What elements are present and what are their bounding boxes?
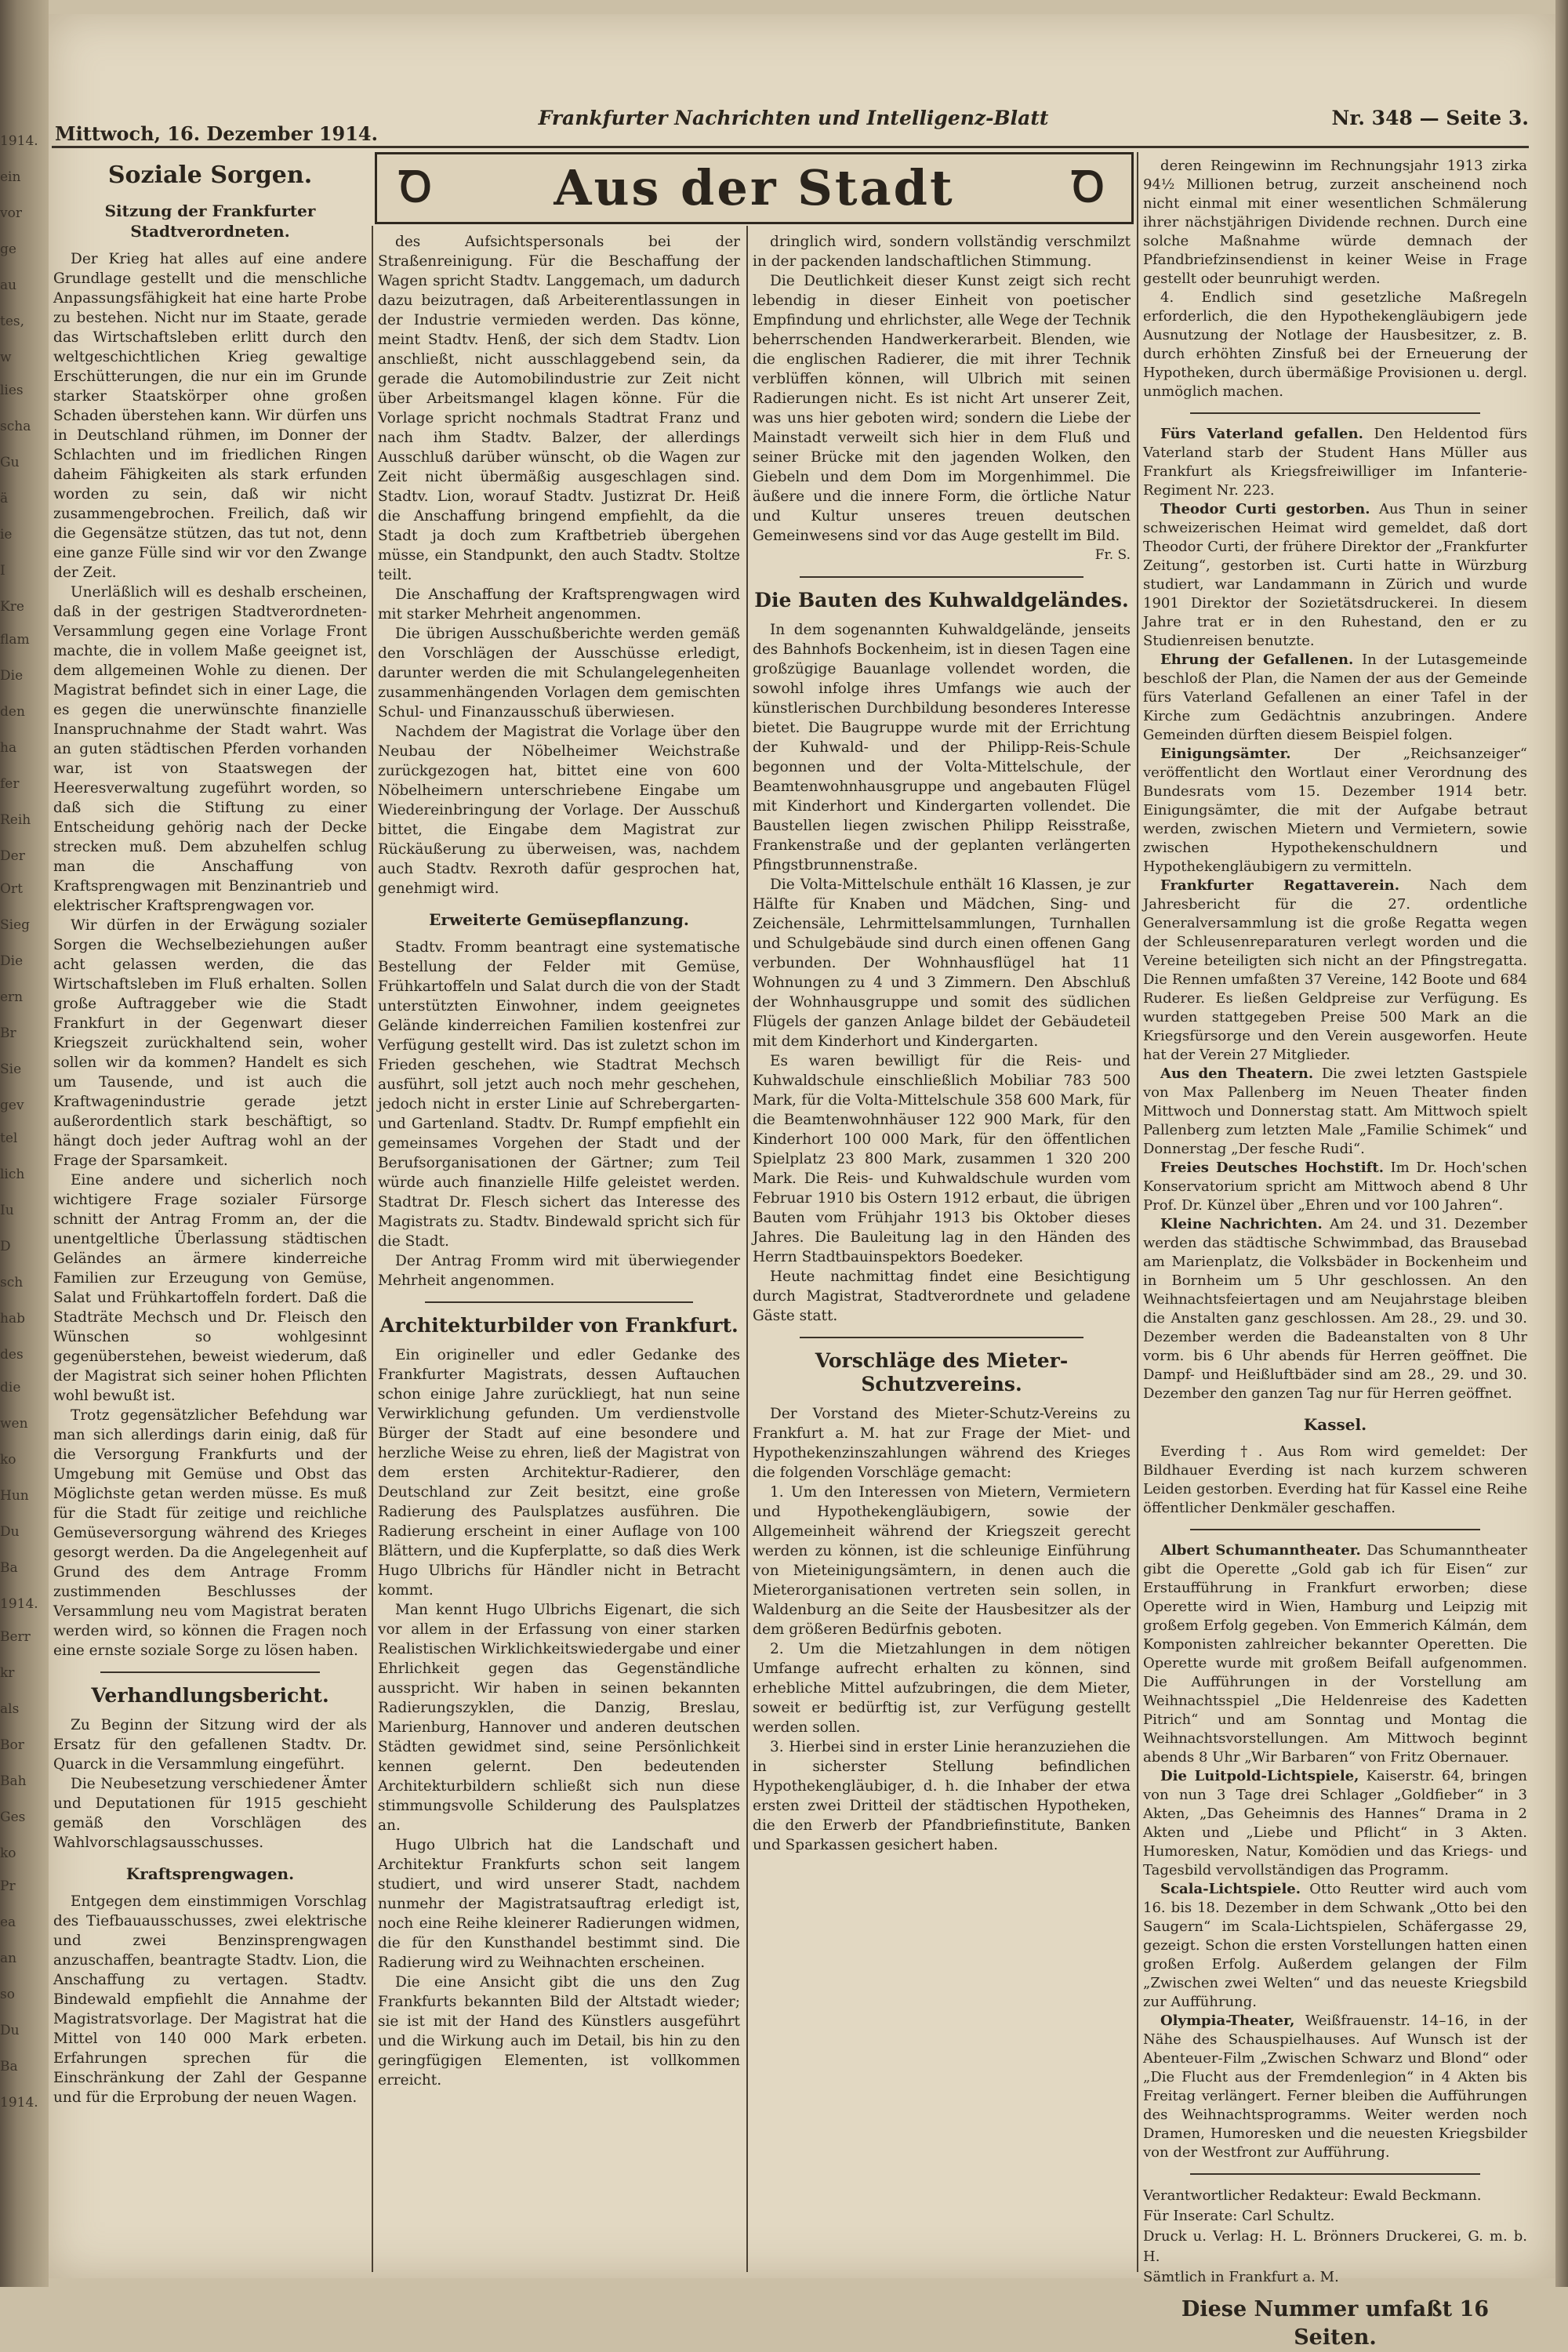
prev-page-fragment: Der: [0, 848, 25, 864]
prev-page-fragment: ä: [0, 491, 9, 506]
ad-text: Das Schumanntheater gibt die Operette „Gold gab ich für Eisen“ zur Erstaufführung in Frankfurt erworben; diese Operette wird in Wien, Hamburg und Leipzig mit großem Erfolg gegeben. Von Emmerich Kálmán, dem Komponisten zahlreicher bekannter Operetten. Die Operette wurde mit großem Beifall aufgenommen. Die Aufführungen in der Vorstellung am Weihnachtsspiel „Die Heldenreise des Kadetten Pitrich“ und am Sonntag und Montag die Weihnachtsvorstellungen. Am Mittwoch beginnt abends 8 Uhr „Wir Barbaren“ von Fritz Obernauer.: [1143, 1542, 1527, 1766]
ornament-right-icon: Ꝺ: [1072, 162, 1105, 212]
paragraph: Unerläßlich will es deshalb erscheinen, daß in der gestrigen Stadtverordneten-Versammlung gegen eine Vorlage Front machte, die in vollem Maße geeignet ist, dem allgemeinen Wohle zu dienen. Der Magistrat befindet sich in einer Lage, die es gegen die unerwünschte finanzielle Inanspruchnahme der Stadt wahrt. Was an guten städtischen Pferden vorhanden war, ist von Staatswegen der Heeresverwaltung zugeführt worden, so daß sich die Stiftung zu einer Entscheidung gehörig nach der Decke strecken muß. Dem abzuhelfen schlug man die Anschaffung von Kraftsprengwagen mit Benzinantrieb und elektrischer Kraftsprengwagen vor.: [53, 584, 367, 914]
section-title: Aus der Stadt: [554, 159, 955, 216]
previous-page-fragments: [0, 118, 45, 2156]
news-text: Am 24. und 31. Dezember werden das städtische Schwimmbad, das Brausebad am Marienplatz, die Volksbäder in Bockenheim und in Bornheim um 5 Uhr geschlossen. An den Weihnachtsfeiertagen und am Neujahrstage bleiben die Anstalten ganz geschlossen. Am 28., 29. und 30. Dezember werden die Badeanstalten von 8 Uhr vorm. bis 6 Uhr abends für Herren geöffnet. Die Dampf- und Heißluftbäder sind am 28., 29. und 30. Dezember den ganzen Tag nur für Herren geöffnet.: [1143, 1216, 1527, 1402]
news-heading: Frankfurter Regattaverein.: [1160, 877, 1400, 894]
ad-heading: Albert Schumanntheater.: [1160, 1542, 1361, 1559]
divider: [800, 576, 1083, 578]
column-2: [378, 232, 740, 2270]
prev-page-fragment: als: [0, 1701, 20, 1717]
prev-page-fragment: scha: [0, 419, 31, 434]
page-number: Nr. 348 — Seite 3.: [1331, 107, 1529, 129]
paragraph: Nachdem der Magistrat die Vorlage über den Neubau der Nöbelheimer Weichstraße zurückgezogen hat, bittet eine von 600 Nöbelheimern unterschriebene Eingabe um Wiedereinbringung der Vorlage. Der Ausschuß bittet, die Eingabe dem Magistrat zur Rückäußerung zu überweisen, was, nachdem auch Stadtv. Rexroth dafür gesprochen hat, genehmigt wird.: [378, 724, 740, 897]
imprint-line: Verantwortlicher Redakteur: Ewald Beckmann.: [1143, 2187, 1482, 2204]
prev-page-fragment: wen: [0, 1416, 28, 1432]
paragraph: Eine andere und sicherlich noch wichtigere Frage sozialer Fürsorge schnitt der Antrag Fromm an, der die unentgeltliche Überlassung städtischen Geländes an ärmere kinderreiche Familien zur Erzeugung von Gemüse, Salat und Frühkartoffeln fordert. Daß die Stadträte Mechsch und Dr. Fleisch den Wünschen so wohlgesinnt gegenüberstehen, beweist wiederum, daß der Magistrat sich seiner hohen Pflichten wohl bewußt ist.: [53, 1172, 367, 1404]
ad-heading: Die Luitpold-Lichtspiele,: [1160, 1768, 1359, 1784]
ad-text: Weißfrauenstr. 14–16, in der Nähe des Schauspielhauses. Auf Wunsch ist der Abenteuer-Film „Zwischen Schwarz und Blond“ oder „Die Flucht aus der Fremdenlegion“ in 4 Akten bis Freitag verlängert. Ferner bleiben die Aufführungen des Weihnachtsprogramms. Weiter werden noch Dramen, Humoresken und die neuesten Kriegsbilder von der Westfront zur Aufführung.: [1143, 2013, 1527, 2161]
prev-page-fragment: Du: [0, 2023, 20, 2038]
prev-page-fragment: kr: [0, 1665, 15, 1681]
news-heading: Aus den Theatern.: [1160, 1065, 1314, 1082]
prev-page-fragment: vor: [0, 205, 22, 221]
news-text: Die zwei letzten Gastspiele von Max Pallenberg im Neuen Theater finden Mittwoch und Donnerstag statt. Am Mittwoch spielt Pallenberg zum letzten Male „Familie Schimek“ und Donnerstag „Der fesche Rudi“.: [1143, 1065, 1527, 1157]
ad-text: Otto Reutter wird auch vom 16. bis 18. Dezember in dem Schwank „Otto bei den Saugern“ im Scala-Lichtspielen, Schäfergasse 29, gezeigt. Schon die ersten Vorstellungen hatten einen großen Erfolg. Außerdem gelangen der Film „Zwischen zwei Welten“ und das neueste Kriegsbild zur Aufführung.: [1143, 1881, 1527, 2010]
news-text: Aus Thun in seiner schweizerischen Heimat wird gemeldet, daß dort Theodor Curti, der frühere Direktor der „Frankfurter Zeitung“, gestorben ist. Curti hatte in Würzburg studiert, war Landammann in Zürich und wurde 1901 Direktor der Sozietätsdruckerei. In diesem Jahre trat er in den Ruhestand, den er zu Studienreisen benutzte.: [1143, 501, 1528, 649]
prev-page-fragment: sch: [0, 1275, 24, 1290]
news-item-hochstift: [1143, 1159, 1527, 1215]
prev-page-fragment: I: [0, 563, 5, 579]
column-rule: [1137, 152, 1138, 2272]
divider: [800, 1337, 1083, 1338]
prev-page-fragment: gev: [0, 1098, 24, 1113]
ad-item-luitpold: [1143, 1767, 1527, 1880]
news-text: Im Dr. Hoch'schen Konservatorium spricht am Mittwoch abend 8 Uhr Prof. Dr. Künzel über „Ehren und vor 100 Jahren“.: [1143, 1160, 1527, 1214]
paragraph: Der Vorstand des Mieter-Schutz-Vereins zu Frankfurt a. M. hat zur Frage der Miet- und Hypothekenzinszahlungen während des Krieges die folgenden Vorschläge gemacht:: [753, 1406, 1131, 1481]
news-item-theater: [1143, 1065, 1527, 1159]
prev-page-fragment: Iu: [0, 1203, 14, 1218]
column-rule: [746, 226, 748, 2272]
prev-page-fragment: Sie: [0, 1062, 22, 1077]
subheading-kraftsprengwagen: Kraftsprengwagen.: [125, 1864, 295, 1883]
author-signature: Fr. S.: [1094, 547, 1131, 563]
prev-page-fragment: D: [0, 1239, 11, 1254]
prev-page-fragment: die: [0, 1380, 21, 1396]
paragraph: 4. Endlich sind gesetzliche Maßregeln erforderlich, die den Hypothekengläubigern jede Ausnutzung der Notlage der Hausbesitzer, z. B. durch erhöhten Zinsfuß bei der Erneuerung der Hypotheken, durch übermäßige Provisionen u. dergl. unmöglich machen.: [1143, 289, 1527, 400]
ad-item-schumanntheater: [1143, 1541, 1527, 1767]
prev-page-fragment: ie: [0, 527, 13, 543]
prev-page-fragment: Bor: [0, 1737, 24, 1753]
article-subtitle: Sitzung der Frankfurter Stadtverordneten.: [104, 201, 316, 241]
paragraph: 2. Um die Mietzahlungen in dem nötigen Umfange aufrecht erhalten zu können, sind erhebliche Mittel aufzubringen, die dem Mieter, soweit er bedürftig ist, zur Verfügung gestellt werden sollen.: [753, 1641, 1131, 1736]
prev-page-fragment: fer: [0, 776, 20, 792]
article-title-mieter-schutzverein: Vorschläge des Mieter-Schutzvereins.: [815, 1349, 1069, 1396]
prev-page-fragment: Ba: [0, 2059, 18, 2074]
prev-page-fragment: hab: [0, 1311, 25, 1327]
news-text: Den Heldentod fürs Vaterland starb der Student Hans Müller aus Frankfurt als Kriegsfreiwilliger im Infanterie-Regiment Nr. 223.: [1143, 426, 1528, 499]
paragraph: Die eine Ansicht gibt die uns den Zug Frankfurts bekannten Bild der Altstadt wieder; sie ist mit der Hand des Künstlers ausgeführt und die Wirkung auch im Detail, bis hin zu den geringfügigen Elementen, ist vollkommen erreicht.: [378, 1974, 740, 2089]
prev-page-fragment: ea: [0, 1915, 16, 1930]
paragraph: dringlich wird, sondern vollständig verschmilzt in der packenden landschaftlichen Stimmung.: [753, 234, 1131, 270]
news-heading: Einigungsämter.: [1160, 746, 1291, 762]
prev-page-fragment: Gu: [0, 455, 20, 470]
prev-page-fragment: w: [0, 350, 12, 365]
paragraph: deren Reingewinn im Rechnungsjahr 1913 zirka 94½ Millionen betrug, zurzeit anscheinend noch nicht einmal mit einer wesentlichen Schmälerung ihrer nächstjährigen Dividende rechnen. Durch eine solche Maßnahme würde demnach der Pfandbriefzinsendienst in keiner Weise in Frage gestellt oder beunruhigt werden.: [1143, 158, 1527, 287]
paragraph: Hugo Ulbrich hat die Landschaft und Architektur Frankfurts schon seit langem studiert, und wird unserer Stadt, nachdem nunmehr der Magistratsauftrag erledigt ist, noch eine Reihe kleinerer Radierungen widmen, die für den Kunsthandel bestimmt sind. Die Radierung wird zu Weihnachten erscheinen.: [378, 1837, 740, 1971]
ornament-left-icon: Ꝺ: [399, 162, 432, 212]
ad-heading: Scala-Lichtspiele.: [1160, 1881, 1301, 1897]
news-heading: Kleine Nachrichten.: [1160, 1216, 1323, 1232]
news-heading: Ehrung der Gefallenen.: [1160, 652, 1354, 668]
prev-page-fragment: Ba: [0, 1560, 18, 1576]
imprint-line: Für Inserate: Carl Schultz.: [1143, 2208, 1335, 2224]
ad-item-scala: [1143, 1880, 1527, 2012]
ad-text: Kaiserstr. 64, bringen von nun 3 Tage drei Schlager „Goldfieber“ in 3 Akten, „Das Geheimnis des Hannes“ Drama in 2 Akten und „Liebe und Pflicht“ in 3 Akten. Humoresken, Natur, Komödien und das Kriegs- und Tagesbild vervollständigen das Programm.: [1143, 1768, 1527, 1878]
article-title-architekturbilder: Architekturbilder von Frankfurt.: [379, 1314, 739, 1337]
ad-item-olympia: [1143, 2012, 1527, 2162]
divider: [1190, 1529, 1480, 1530]
prev-page-fragment: ge: [0, 241, 16, 257]
divider: [1190, 2173, 1480, 2175]
divider: [1190, 412, 1480, 414]
prev-page-fragment: lich: [0, 1167, 25, 1182]
paragraph: Ein origineller und edler Gedanke des Frankfurter Magistrats, dessen Auftauchen schon einige Jahre zurückliegt, hat nun seine Verwirklichung gefunden. Um verdienstvolle Bürger der Stadt auf eine besondere und herzliche Weise zu ehren, ließ der Magistrat von dem ersten Architektur-Radierer, den Deutschland zur Zeit besitzt, eine große Radierung des Paulsplatzes ausführen. Die Radierung erscheint in einer Auflage von 100 Blättern, und die Kupferplatte, so daß dies Werk Hugo Ulbrichs für Händler nicht in Betracht kommt.: [378, 1347, 740, 1599]
prev-page-fragment: 1914.: [0, 133, 38, 149]
column-4: [1143, 157, 1528, 2350]
news-heading: Freies Deutsches Hochstift.: [1160, 1160, 1384, 1176]
news-heading: Fürs Vaterland gefallen.: [1160, 426, 1363, 442]
news-item-ehrung: [1143, 651, 1527, 745]
paragraph: Die Volta-Mittelschule enthält 16 Klassen, je zur Hälfte für Knaben und Mädchen, Sing- und Zeichensäle, Lehrmittelsammlungen, Turnhallen und Schulgebäude sind durch einen offenen Gang verbunden. Der Wohnhausflügel hat 11 Wohnungen zu 4 und 3 Zimmern. Den Abschluß der Wohnhausgruppe und somit des südlichen Flügels der ganzen Anlage bildet der Gebäudeteil mit dem Kinderhort und Kindergarten.: [753, 877, 1131, 1050]
paragraph: Man kennt Hugo Ulbrichs Eigenart, die sich vor allem in der Erfassung von einer starken Realistischen Wirklichkeitswiedergabe und einer Ehrlichkeit gegen das Gegenständliche ausspricht. Wir haben in seinen bekannten Radierungszyklen, die Danzig, Breslau, Marienburg, Hannover und anderen deutschen Städten gewidmet sind, seine Persönlichkeit kennen gelernt. Den bedeutenden Architekturbildern schließt sich nun diese stimmungsvolle Schilderung des Paulsplatzes an.: [378, 1602, 740, 1834]
column-rule: [372, 226, 373, 2272]
prev-page-fragment: ern: [0, 989, 24, 1005]
ad-heading: Olympia-Theater,: [1160, 2013, 1295, 2029]
paragraph: Everding †. Aus Rom wird gemeldet: Der Bildhauer Everding ist nach kurzem schweren Leiden gestorben. Everding hat für Kassel eine Reihe öffentlicher Denkmäler geschaffen.: [1143, 1443, 1527, 1516]
prev-page-fragment: flam: [0, 632, 30, 648]
paragraph: Die übrigen Ausschußberichte werden gemäß den Vorschlägen der Ausschüsse erledigt, darunter werden die mit Schulangelegenheiten zusammenhängenden Vorlagen dem gemischten Schul- und Finanzausschuß überwiesen.: [378, 626, 740, 720]
news-item-einigungsaemter: [1143, 745, 1527, 877]
prev-page-fragment: tes,: [0, 314, 25, 329]
prev-page-fragment: so: [0, 1987, 15, 2002]
news-item-kleine-nachrichten: [1143, 1215, 1527, 1403]
paragraph: 1. Um den Interessen von Mietern, Vermietern und Hypothekengläubigern, sowie der Allgemeinheit während der Kriegszeit gerecht werden zu können, ist die schleunige Einführung von Mieteinigungsämtern, in denen auch die Mieterorganisationen vertreten sein sollen, in Waldenburg an die Seite der Hausbesitzer als der dem größeren Bedürfnis geboten.: [753, 1484, 1131, 1638]
prev-page-fragment: ko: [0, 1846, 16, 1861]
prev-page-fragment: ein: [0, 169, 21, 185]
prev-page-fragment: lies: [0, 383, 24, 398]
prev-page-fragment: 1914.: [0, 2095, 38, 2111]
paragraph: Zu Beginn der Sitzung wird der als Ersatz für den gefallenen Stadtv. Dr. Quarck in die Versammlung eingeführt.: [53, 1717, 367, 1773]
issue-page-count: Diese Nummer umfaßt 16 Seiten.: [1181, 2297, 1490, 2350]
paragraph: Die Neubesetzung verschiedener Ämter und Deputationen für 1915 geschieht gemäß den Vorschlägen des Wahlvorschlagsausschusses.: [53, 1776, 367, 1851]
prev-page-fragment: Ort: [0, 881, 23, 897]
prev-page-fragment: Die: [0, 953, 24, 969]
imprint-line: Sämtlich in Frankfurt a. M.: [1143, 2269, 1339, 2285]
subheading-gemuesepflanzung: Erweiterte Gemüsepflanzung.: [429, 910, 689, 929]
section-banner: [375, 152, 1134, 224]
prev-page-fragment: 1914.: [0, 1596, 38, 1612]
prev-page-fragment: Ges: [0, 1809, 26, 1825]
prev-page-fragment: Du: [0, 1524, 20, 1540]
prev-page-fragment: Hun: [0, 1488, 29, 1504]
news-text: Nach dem Jahresbericht für die 27. ordentliche Generalversammlung ist die große Regatta wegen der Schleusenreparaturen verlegt worden und die Vereine beteiligten sich nicht an der Pfingstregatta. Die Rennen umfaßten 37 Vereine, 142 Boote und 684 Ruderer. Es ließen Geldpreise zur Verfügung. Es wurden stattgegeben Preise 500 Mark an die Kriegsfürsorge und den Verein ausgeworfen. Heute hat der Verein 27 Mitglieder.: [1143, 877, 1527, 1063]
prev-page-fragment: Pr: [0, 1878, 16, 1894]
issue-date: Mittwoch, 16. Dezember 1914.: [55, 122, 378, 145]
news-text: In der Lutasgemeinde beschloß der Plan, die Namen der aus der Gemeinde fürs Vaterland Gefallenen an einer Tafel in der Kirche zum Gedächtnis anzubringen. Andere Gemeinden dürften diesem Beispiel folgen.: [1143, 652, 1527, 743]
news-item-regatta: [1143, 877, 1527, 1065]
column-1: [53, 154, 367, 2270]
paragraph: Entgegen dem einstimmigen Vorschlag des Tiefbauausschusses, zwei elektrische und zwei Benzinsprengwagen anzuschaffen, beantragte Stadtv. Lion, die Anschaffung zu vertagen. Stadtv. Bindewald empfiehlt die Annahme der Magistratsvorlage. Der Magistrat hat die Mittel von 140 000 Mark erbeten. Erfahrungen sprechen für die Einschränkung der Zahl der Gespanne und für die Erprobung der neuen Wagen.: [53, 1893, 367, 2106]
article-title-soziale-sorgen: Soziale Sorgen.: [107, 162, 313, 189]
prev-page-fragment: Kre: [0, 599, 24, 615]
page-edge: [1555, 0, 1568, 2287]
paragraph: In dem sogenannten Kuhwaldgelände, jenseits des Bahnhofs Bockenheim, ist in diesen Tagen eine großzügige Bauanlage vollendet worden, die sowohl infolge ihres Umfangs wie auch der künstlerischen Durchbildung besonderes Interesse bietet. Die Baugruppe wurde mit der Errichtung der Kuhwald- und der Philipp-Reis-Schule begonnen und der Volta-Mittelschule, der Beamtenwohnhausgruppe und angebauten Flügel mit Kinderhort und Kindergarten vollendet. Die Baustellen liegen zwischen Philipp Reisstraße, Frankenstraße und der geplanten verlängerten Pfingstbrunnenstraße.: [753, 622, 1131, 873]
article-title-verhandlungsbericht: Verhandlungsbericht.: [91, 1684, 329, 1707]
paragraph: 3. Hierbei sind in erster Linie heranzuziehen die in sicherster Stellung befindlichen Hypothekengläubiger, d. h. die Inhaber der etwa ersten zwei Dritteil der städtischen Hypotheken, die den Erwerb der Pfandbriefinstitute, Banken und Sparkassen gesichert haben.: [753, 1739, 1131, 1853]
prev-page-fragment: ha: [0, 740, 17, 756]
news-text: Der „Reichsanzeiger“ veröffentlicht den Wortlaut einer Verordnung des Bundesrats vom 15. Dezember 1914 betr. Einigungsämter, die mit der Aufgabe betraut werden, zwischen Mietern und Vermietern, sowie zwischen Hypothekenschuldnern und Hypothekengläubigern zu vermitteln.: [1143, 746, 1527, 875]
prev-page-fragment: Die: [0, 668, 24, 684]
imprint-line: Druck u. Verlag: H. L. Brönners Druckerei, G. m. b. H.: [1143, 2228, 1527, 2265]
header-rule: [52, 146, 1529, 148]
prev-page-fragment: den: [0, 704, 25, 720]
prev-page-fragment: tel: [0, 1131, 18, 1146]
prev-page-fragment: Sieg: [0, 917, 31, 933]
prev-page-fragment: Berr: [0, 1629, 31, 1645]
paragraph: Der Antrag Fromm wird mit überwiegender Mehrheit angenommen.: [378, 1253, 740, 1289]
divider: [425, 1301, 693, 1303]
paragraph: Heute nachmittag findet eine Besichtigung durch Magistrat, Stadtverordnete und geladene Gäste statt.: [753, 1269, 1131, 1324]
paragraph: Der Krieg hat alles auf eine andere Grundlage gestellt und die menschliche Anpassungsfähigkeit hat eine harte Probe zu bestehen. Nicht nur im Staate, gerade das Wirtschaftsleben erlitt durch den weltgeschichtlichen Krieg gewaltige Erschütterungen, die nur ein im Grunde starker Staatskörper ohne großen Schaden überstehen kann. Wir dürfen uns in Deutschland rühmen, im Donner der Schlachten und im friedlichen Ringen daheim Fähigkeiten als stark erfunden worden zu sein, daß wir nicht zusammengebrochen. Freilich, daß wir die Gegensätze stützen, das tut not, denn eine ganze Fülle sind wir vor den Zwange der Zeit.: [53, 251, 367, 581]
newspaper-page: [49, 14, 1555, 2350]
prev-page-fragment: Br: [0, 1025, 16, 1041]
prev-page-fragment: an: [0, 1951, 17, 1966]
paragraph: Trotz gegensätzlicher Befehdung war man sich allerdings darin einig, daß für die Versorgung Frankfurts und der Umgebung mit Gemüse und Obst das Möglichste getan werden müsse. Es muß für die Stadt für zeitige und reichliche Gemüseversorgung während des Krieges gesorgt werden. Da die Angelegenheit auf Grund des dem Antrage Fromm zustimmenden Beschlusses der Versammlung neu vom Magistrat beraten werden wird, so können die Fragen noch eine ernste soziale Sorge zu lösen haben.: [53, 1407, 367, 1659]
news-item-curti: [1143, 500, 1527, 651]
prev-page-fragment: au: [0, 278, 17, 293]
paragraph: Die Deutlichkeit dieser Kunst zeigt sich recht lebendig in dieser Einheit von poetischer Empfindung und ehrlichster, alle Wege der Technik beherrschenden Handwerkerarbeit. Blenden, wie die englischen Radierer, die mit ihrer Technik verblüffen können, will Ulbrich mit seinen Radierungen nicht. Es ist nicht Art unserer Zeit, was uns hier geboten wird; sondern die Liebe der Mainstadt verweilt sich hier in dem Fluß und seiner Brücke mit den jagenden Wolken, den Giebeln und dem Dom im Morgenhimmel. Die äußere und die innere Form, die örtliche Natur und Kultur unseres treuen deutschen Gemeinwesens sind vor das Auge gestellt im Bild.: [753, 273, 1131, 544]
masthead: Frankfurter Nachrichten und Intelligenz-Blatt: [538, 107, 1049, 129]
column-3: [753, 232, 1131, 2270]
paragraph: Die Anschaffung der Kraftsprengwagen wird mit starker Mehrheit angenommen.: [378, 586, 740, 622]
article-title-kuhwaldgelaende: Die Bauten des Kuhwaldgeländes.: [754, 589, 1129, 612]
news-item-vaterland: [1143, 425, 1527, 500]
divider: [100, 1671, 320, 1673]
prev-page-fragment: des: [0, 1347, 24, 1363]
prev-page-fragment: ko: [0, 1452, 16, 1468]
paragraph: Es waren bewilligt für die Reis- und Kuhwaldschule einschließlich Mobiliar 783 500 Mark, für die Volta-Mittelschule 358 600 Mark, für die Beamtenwohnhäuser 122 900 Mark, für den Kinderhort 100 000 Mark, für den öffentlichen Spielplatz 23 800 Mark, zusammen 1 320 200 Mark. Die Reis- und Kuhwaldschule wurden vom Februar 1910 bis Ostern 1912 erbaut, die übrigen Bauten vom Frühjahr 1913 bis Oktober dieses Jahres. Die Bauleitung lag in den Händen des Herrn Stadtbauinspektors Boedeker.: [753, 1053, 1131, 1265]
prev-page-fragment: Reih: [0, 812, 31, 828]
paragraph: des Aufsichtspersonals bei der Straßenreinigung. Für die Beschaffung der Wagen spricht Stadtv. Langgemach, um dadurch dazu beizutragen, daß Arbeiterentlassungen in der Industrie vermieden werden. Das könne, meint Stadtv. Henß, der sich dem Stadtv. Lion anschließt, nicht ausschlaggebend sein, da gerade die Automobilindustrie zur Zeit nicht über Arbeitsmangel klagen könne. Für die Vorlage spricht nochmals Stadtrat Franz und nach ihm Stadtv. Balzer, der allerdings Ausschluß darüber wünscht, ob die Wagen zur Zeit nicht übermäßig ausgeschlagen sind. Stadtv. Lion, worauf Stadtv. Justizrat Dr. Heiß die Anschaffung bringend empfiehlt, da die Stadt ja doch zum Kraftbetrieb übergehen müsse, ein Standpunkt, den auch Stadtv. Stoltze teilt.: [378, 234, 740, 583]
prev-page-fragment: Bah: [0, 1773, 27, 1789]
paragraph: Wir dürfen in der Erwägung sozialer Sorgen die Wechselbeziehungen außer acht gelassen werden, die das Wirtschaftsleben im Fluß erhalten. Sollen große Auftraggeber wie die Stadt Frankfurt in der Gegenwart dieser Kriegszeit zurückhaltend sein, woher sollen wir da kommen? Handelt es sich um Tausende, und ist auch die Kraftwagenindustrie gerade jetzt außerordentlich stark beschäftigt, so hängt doch jeder Auftrag wohl an der Frage der Sparsamkeit.: [53, 917, 367, 1169]
news-heading: Theodor Curti gestorben.: [1160, 501, 1370, 517]
paragraph: Stadtv. Fromm beantragt eine systematische Bestellung der Felder mit Gemüse, Frühkartoffeln und Salat durch die von der Stadt unterstützten Einwohner, indem geeignetes Gelände kinderreichen Familien kostenfrei zur Verfügung gestellt wird. Das ist zuletzt schon im Frieden geschehen, wie Stadtrat Mechsch ausführt, soll jetzt auch noch mehr geschehen, jedoch nicht in erster Linie auf Schrebergarten- und Gartenland. Stadtv. Dr. Rumpf empfiehlt ein gemeinsames Vorgehen der Stadt und der Berufsorganisationen der Gärtner; zum Teil würde auch finanzielle Hilfe geleistet werden. Stadtrat Dr. Flesch sichert das Interesse des Magistrats zu. Stadtv. Bindewald spricht sich für die Stadt.: [378, 939, 740, 1250]
subheading-kassel: Kassel.: [1303, 1415, 1367, 1434]
